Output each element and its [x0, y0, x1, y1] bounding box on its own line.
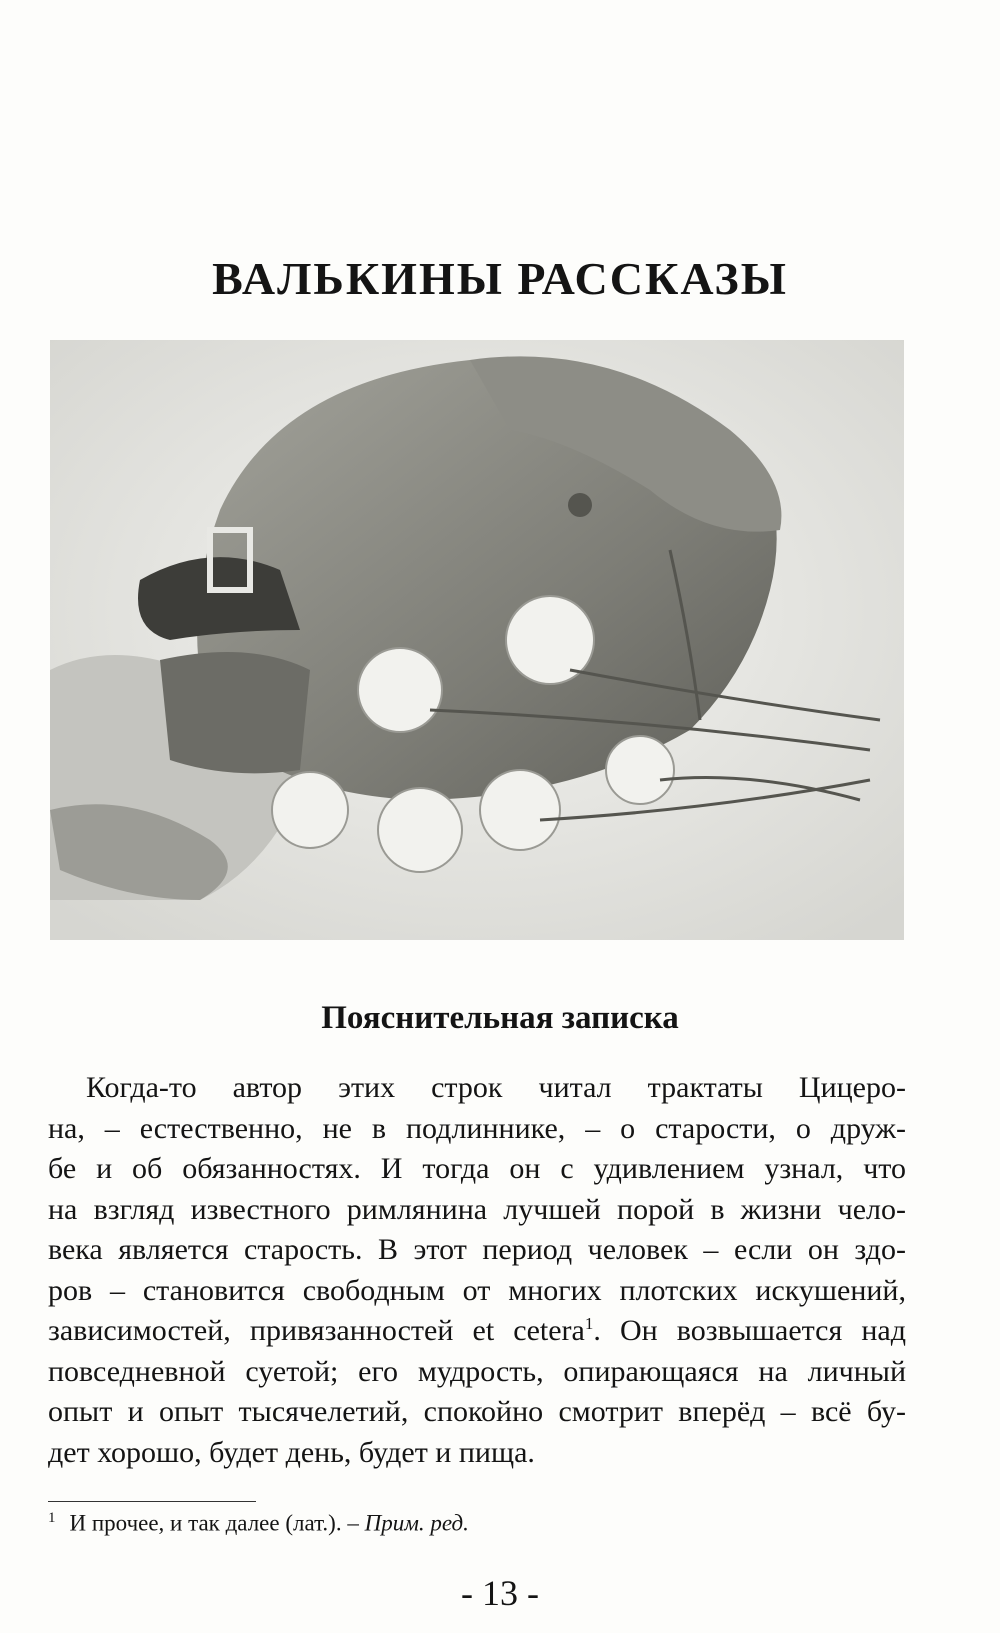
footnote-divider	[48, 1501, 256, 1502]
page-number: - 13 -	[461, 1573, 539, 1613]
text-line: на, – естественно, не в подлиннике, – о старости, о друж-	[48, 1111, 906, 1145]
chapter-title: ВАЛЬКИНЫ РАССКАЗЫ	[212, 253, 788, 304]
footnote-editor-note: Прим. ред.	[364, 1510, 469, 1536]
photo-illustration	[50, 340, 904, 940]
text-line: Когда-то автор этих строк читал трактаты Цицеро-	[86, 1071, 906, 1104]
text-line: на взгляд известного римлянина лучшей порой в жизни чело-	[48, 1192, 906, 1226]
body-paragraph	[48, 1068, 906, 1473]
footnote-text: И прочее, и так далее (лат.). –	[69, 1510, 365, 1536]
text-line: дет хорошо, будет день, будет и пища.	[48, 1435, 535, 1469]
text-line: опыт и опыт тысячелетий, спокойно смотрит вперёд – всё бу-	[48, 1395, 906, 1428]
text-line-with-footnote	[48, 1311, 906, 1352]
military-cap-with-carnations-photo	[50, 340, 904, 940]
footnote-number: 1	[48, 1510, 56, 1526]
footnote-marker: 1	[584, 1314, 594, 1333]
text-line: ров – становится свободным от многих плотских искушений,	[48, 1273, 906, 1307]
text-segment: зависимостей, привязанностей et cetera	[48, 1314, 585, 1347]
text-line: повседневной суетой; его мудрость, опирающаяся на личный	[48, 1354, 906, 1388]
text-segment: . Он возвышается над	[593, 1314, 906, 1347]
footnote	[48, 1510, 906, 1537]
text-line: века является старость. В этот период человек – если он здо-	[48, 1233, 906, 1266]
text-line: бе и об обязанностях. И тогда он с удивлением узнал, что	[48, 1152, 906, 1185]
section-heading: Пояснительная записка	[321, 1000, 679, 1036]
